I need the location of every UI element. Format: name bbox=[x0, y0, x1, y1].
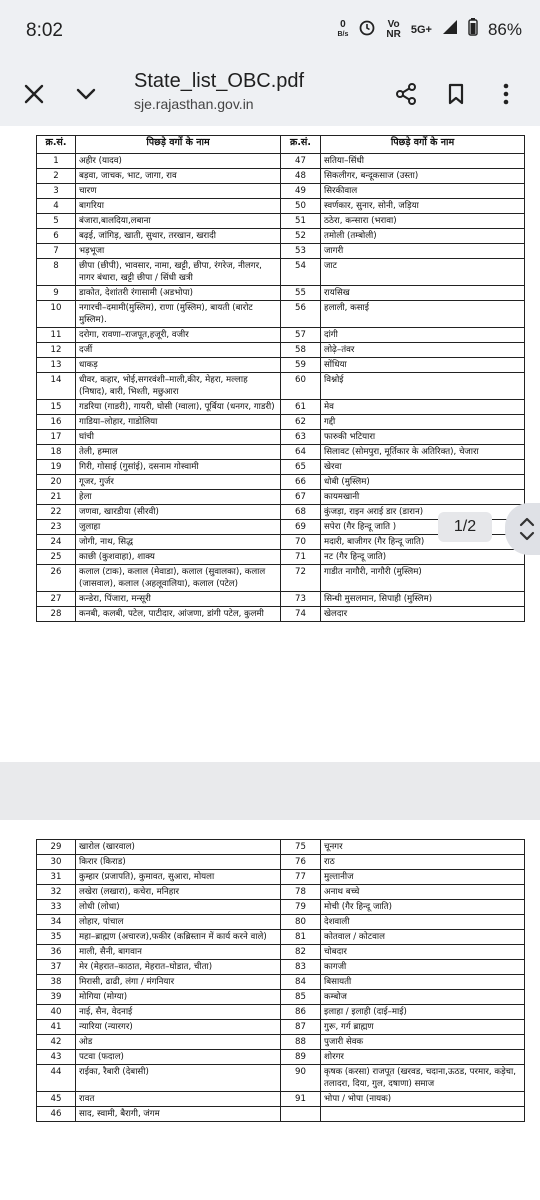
row-sn-right: 79 bbox=[281, 900, 321, 915]
row-sn-left: 45 bbox=[37, 1092, 76, 1107]
row-sn-right: 89 bbox=[281, 1050, 321, 1065]
row-sn-left: 15 bbox=[37, 400, 76, 415]
row-sn-right: 57 bbox=[281, 328, 321, 343]
col-header-sn: क्र.सं. bbox=[281, 136, 321, 154]
row-sn-right: 83 bbox=[281, 960, 321, 975]
row-name-right: अनाथ बच्चे bbox=[321, 885, 525, 900]
table-row bbox=[37, 1065, 525, 1092]
row-sn-left: 19 bbox=[37, 460, 76, 475]
document-source: sje.rajasthan.gov.in bbox=[134, 96, 254, 112]
row-sn-left: 27 bbox=[37, 592, 76, 607]
row-sn-right: 76 bbox=[281, 855, 321, 870]
row-name-right: सतिया–सिंधी bbox=[321, 154, 525, 169]
row-sn-right: 72 bbox=[281, 565, 321, 592]
table-row bbox=[37, 990, 525, 1005]
table-header-row bbox=[37, 136, 525, 154]
row-name-right: गाडीत नागौरी, नागौरी (मुस्लिम) bbox=[321, 565, 525, 592]
row-name-right: मुल्तानीज bbox=[321, 870, 525, 885]
table-row bbox=[37, 445, 525, 460]
row-sn-right: 54 bbox=[281, 259, 321, 286]
document-title: State_list_OBC.pdf bbox=[134, 70, 305, 92]
battery-icon bbox=[468, 18, 478, 41]
table-row bbox=[37, 1020, 525, 1035]
pdf-viewer[interactable] bbox=[0, 126, 540, 1200]
table-row bbox=[37, 592, 525, 607]
row-sn-left: 24 bbox=[37, 535, 76, 550]
status-icons bbox=[338, 18, 523, 41]
row-sn-left: 3 bbox=[37, 184, 76, 199]
row-sn-left: 4 bbox=[37, 199, 76, 214]
row-name-right: तमोली (तम्बोली) bbox=[321, 229, 525, 244]
row-name-left: चारण bbox=[76, 184, 281, 199]
table-body bbox=[37, 840, 525, 1122]
table-row bbox=[37, 358, 525, 373]
row-name-right: विश्नोई bbox=[321, 373, 525, 400]
table-row bbox=[37, 885, 525, 900]
network-type: 5G+ bbox=[410, 23, 432, 36]
row-sn-right: 59 bbox=[281, 358, 321, 373]
row-name-right: राठ bbox=[321, 855, 525, 870]
row-name-right: खेरवा bbox=[321, 460, 525, 475]
row-sn-left: 8 bbox=[37, 259, 76, 286]
table-row bbox=[37, 475, 525, 490]
row-sn-left: 30 bbox=[37, 855, 76, 870]
row-name-right: चोबदार bbox=[321, 945, 525, 960]
alarm-icon bbox=[358, 18, 376, 41]
row-sn-left: 17 bbox=[37, 430, 76, 445]
row-sn-right: 48 bbox=[281, 169, 321, 184]
table-row bbox=[37, 607, 525, 622]
table-row bbox=[37, 870, 525, 885]
table-row bbox=[37, 301, 525, 328]
table-row bbox=[37, 915, 525, 930]
row-sn-left: 6 bbox=[37, 229, 76, 244]
row-sn-right: 74 bbox=[281, 607, 321, 622]
table-row bbox=[37, 550, 525, 565]
table-row bbox=[37, 1005, 525, 1020]
table-row bbox=[37, 343, 525, 358]
row-sn-right: 51 bbox=[281, 214, 321, 229]
row-sn-left: 36 bbox=[37, 945, 76, 960]
row-sn-left: 42 bbox=[37, 1035, 76, 1050]
row-name-left: छीपा (छीपी), भावसार, नामा, खट्टी, छीपा, रंगरेज, नीलगर, नागर बंधारा, खट्टी छीपा / सिंधी खत्री bbox=[76, 259, 281, 286]
row-name-right: सिरकीवाल bbox=[321, 184, 525, 199]
table-row bbox=[37, 229, 525, 244]
row-sn-right: 67 bbox=[281, 490, 321, 505]
row-name-left: महा–ब्राह्मण (अचारज),फकीर (कब्रिस्तान में कार्य करने वाले) bbox=[76, 930, 281, 945]
row-name-left: कुम्हार (प्रजापति), कुमावत, सुआरा, मोयला bbox=[76, 870, 281, 885]
row-sn-left: 7 bbox=[37, 244, 76, 259]
row-sn-right: 85 bbox=[281, 990, 321, 1005]
net-speed-value: 0 bbox=[340, 18, 346, 30]
table-row bbox=[37, 154, 525, 169]
row-name-left: रावत bbox=[76, 1092, 281, 1107]
row-name-right: जाट bbox=[321, 259, 525, 286]
row-sn-left: 37 bbox=[37, 960, 76, 975]
share-icon bbox=[395, 83, 417, 105]
table-row bbox=[37, 199, 525, 214]
row-sn-left: 16 bbox=[37, 415, 76, 430]
row-sn-right: 71 bbox=[281, 550, 321, 565]
row-name-left: न्यारिया (न्यारगर) bbox=[76, 1020, 281, 1035]
row-name-left: गाडिया–लोहार, गाडोलिया bbox=[76, 415, 281, 430]
row-name-left: मेर (मेहरात–काठात, मेहरात–घोडात, चीता) bbox=[76, 960, 281, 975]
bookmark-button[interactable] bbox=[434, 72, 478, 116]
row-name-right: कुंजड़ा, राइन अराई डार (डारान) bbox=[321, 505, 525, 520]
row-name-left: धीवर, कहार, भोई,सगरवंशी–माली,कीर, मेहरा, मल्लाह (निषाद), बारी, भिश्ती, मछुआरा bbox=[76, 373, 281, 400]
row-name-left: घांची bbox=[76, 430, 281, 445]
row-name-left: कनबी, कलबी, पटेल, पाटीदार, आंजणा, डांगी पटेल, कुलमी bbox=[76, 607, 281, 622]
share-button[interactable] bbox=[384, 72, 428, 116]
row-name-right: सिलावट (सोमपुरा, मूर्तिकार के अतिरिक्त), चेजारा bbox=[321, 445, 525, 460]
row-name-left: ओड bbox=[76, 1035, 281, 1050]
row-name-right: मोची (गैर हिन्दू जाति) bbox=[321, 900, 525, 915]
row-sn-left: 5 bbox=[37, 214, 76, 229]
row-name-left: दर्जी bbox=[76, 343, 281, 358]
row-name-left: मिरासी, ढाढी, लंगा / मंगनियार bbox=[76, 975, 281, 990]
col-header-sn: क्र.सं. bbox=[37, 136, 76, 154]
table-row bbox=[37, 975, 525, 990]
row-sn-right: 80 bbox=[281, 915, 321, 930]
row-name-left: बंजारा,बालदिया,लबाना bbox=[76, 214, 281, 229]
row-sn-left: 35 bbox=[37, 930, 76, 945]
row-name-left: बागरिया bbox=[76, 199, 281, 214]
row-name-right: खेलदार bbox=[321, 607, 525, 622]
row-sn-left: 18 bbox=[37, 445, 76, 460]
row-name-left: दरोगा, रावणा–राजपूत,हजूरी, वजीर bbox=[76, 328, 281, 343]
table-row bbox=[37, 1035, 525, 1050]
row-sn-left: 28 bbox=[37, 607, 76, 622]
row-name-left: बड़वा, जाचक, भाट, जागा, राव bbox=[76, 169, 281, 184]
col-header-name: पिछड़े वर्गो के नाम bbox=[76, 136, 281, 154]
row-name-right: फारुकी भटियारा bbox=[321, 430, 525, 445]
row-name-left: बढ़ई, जांगिड़, खाती, सुथार, तरखान, खरादी bbox=[76, 229, 281, 244]
volte-sub-label: NR bbox=[386, 28, 401, 40]
row-sn-left: 34 bbox=[37, 915, 76, 930]
row-name-left: मोगिया (मोग्या) bbox=[76, 990, 281, 1005]
table-row bbox=[37, 840, 525, 855]
status-bar bbox=[0, 0, 540, 62]
row-sn-left: 13 bbox=[37, 358, 76, 373]
table-row bbox=[37, 373, 525, 400]
row-sn-right: 55 bbox=[281, 286, 321, 301]
table-body bbox=[37, 154, 525, 622]
row-name-left: धाकड़ bbox=[76, 358, 281, 373]
row-sn-left: 41 bbox=[37, 1020, 76, 1035]
row-sn-right: 47 bbox=[281, 154, 321, 169]
obc-table-page-1 bbox=[36, 135, 525, 622]
row-name-left: जोगी, नाथ, सिद्ध bbox=[76, 535, 281, 550]
row-name-left: माली, सैनी, बागवान bbox=[76, 945, 281, 960]
row-sn-left: 44 bbox=[37, 1065, 76, 1092]
row-sn-right: 61 bbox=[281, 400, 321, 415]
row-name-right: चूनगर bbox=[321, 840, 525, 855]
row-name-left: गडरिया (गाडरी), गायरी, घोसी (ग्वाला), पूर्बिया (धनगर, गाडरी) bbox=[76, 400, 281, 415]
row-name-left: लोहार, पांचाल bbox=[76, 915, 281, 930]
status-time: 8:02 bbox=[26, 20, 63, 41]
row-sn-left: 12 bbox=[37, 343, 76, 358]
row-sn-right bbox=[281, 1107, 321, 1122]
table-row bbox=[37, 169, 525, 184]
table-row bbox=[37, 900, 525, 915]
table-row bbox=[37, 945, 525, 960]
row-sn-left: 38 bbox=[37, 975, 76, 990]
row-sn-right: 49 bbox=[281, 184, 321, 199]
row-name-left: लोधी (लोधा) bbox=[76, 900, 281, 915]
row-sn-right: 60 bbox=[281, 373, 321, 400]
row-sn-right: 73 bbox=[281, 592, 321, 607]
table-row bbox=[37, 1050, 525, 1065]
row-sn-right: 68 bbox=[281, 505, 321, 520]
close-icon bbox=[23, 83, 45, 105]
row-name-left: नगारची–दमामी(मुस्लिम), राणा (मुस्लिम), बायती (बारोट मुस्लिम). bbox=[76, 301, 281, 328]
row-name-left: भड़भूजा bbox=[76, 244, 281, 259]
signal-icon bbox=[442, 19, 458, 40]
row-sn-left: 39 bbox=[37, 990, 76, 1005]
row-sn-left: 20 bbox=[37, 475, 76, 490]
row-name-right: सोंधिया bbox=[321, 358, 525, 373]
table-row bbox=[37, 184, 525, 199]
row-name-right: गद्दी bbox=[321, 415, 525, 430]
row-name-right: बिसायती bbox=[321, 975, 525, 990]
pdf-page-2 bbox=[0, 820, 540, 1200]
row-sn-right: 86 bbox=[281, 1005, 321, 1020]
row-name-left: अहीर (यादव) bbox=[76, 154, 281, 169]
row-name-left: गूजर, गुर्जर bbox=[76, 475, 281, 490]
row-sn-right: 88 bbox=[281, 1035, 321, 1050]
table-row bbox=[37, 1107, 525, 1122]
row-sn-left: 29 bbox=[37, 840, 76, 855]
row-name-right: लोढ़े–तंवर bbox=[321, 343, 525, 358]
row-name-right: ठठेरा, कन्सारा (भरावा) bbox=[321, 214, 525, 229]
row-name-right: धोबी (मुस्लिम) bbox=[321, 475, 525, 490]
more-options-button[interactable] bbox=[484, 72, 528, 116]
row-name-left: गिरी, गोसाई (गुसांई), दसनाम गोस्वामी bbox=[76, 460, 281, 475]
row-sn-right: 78 bbox=[281, 885, 321, 900]
row-name-left: काछी (कुशवाहा), शाक्य bbox=[76, 550, 281, 565]
row-sn-right: 82 bbox=[281, 945, 321, 960]
row-name-left: किरार (किराड) bbox=[76, 855, 281, 870]
row-name-left: कलाल (टाक), कलाल (मेवाडा), कलाल (सुवालका), कलाल (जासवाल), कलाल (अहलूवालिया), कलाल (पटेल) bbox=[76, 565, 281, 592]
row-name-right: शोरगर bbox=[321, 1050, 525, 1065]
app-bar bbox=[0, 62, 540, 126]
row-sn-left: 43 bbox=[37, 1050, 76, 1065]
row-sn-left: 25 bbox=[37, 550, 76, 565]
row-sn-right: 50 bbox=[281, 199, 321, 214]
table-row bbox=[37, 214, 525, 229]
row-name-right: सिकलीगर, बन्दूकसाज (उस्ता) bbox=[321, 169, 525, 184]
table-row bbox=[37, 328, 525, 343]
row-name-right: मदारी, बाजीगर (गैर हिन्दू जाति) bbox=[321, 535, 525, 550]
more-vert-icon bbox=[503, 83, 509, 105]
table-row bbox=[37, 930, 525, 945]
table-row bbox=[37, 490, 525, 505]
row-name-left: कन्डेरा, पिंजारा, मन्सूरी bbox=[76, 592, 281, 607]
table-row bbox=[37, 286, 525, 301]
row-sn-right: 65 bbox=[281, 460, 321, 475]
row-sn-left: 9 bbox=[37, 286, 76, 301]
row-sn-left: 33 bbox=[37, 900, 76, 915]
row-sn-left: 46 bbox=[37, 1107, 76, 1122]
row-name-right: नट (गैर हिन्दू जाति) bbox=[321, 550, 525, 565]
table-row bbox=[37, 415, 525, 430]
document-title-block bbox=[134, 70, 304, 112]
table-row bbox=[37, 400, 525, 415]
row-name-left: जुलाहा bbox=[76, 520, 281, 535]
col-header-name: पिछड़े वर्गो के नाम bbox=[321, 136, 525, 154]
row-name-right: देशवाली bbox=[321, 915, 525, 930]
row-name-left: राईका, रैबारी (देबासी) bbox=[76, 1065, 281, 1092]
row-sn-left: 31 bbox=[37, 870, 76, 885]
row-sn-left: 10 bbox=[37, 301, 76, 328]
row-sn-right: 62 bbox=[281, 415, 321, 430]
row-name-left: जणवा, खारडीया (सीरवी) bbox=[76, 505, 281, 520]
row-sn-right: 63 bbox=[281, 430, 321, 445]
volte-label: Vo bbox=[387, 18, 400, 30]
row-name-left: डाकोत, देशांतरी रंगासामी (अडभोपा) bbox=[76, 286, 281, 301]
row-sn-right: 90 bbox=[281, 1065, 321, 1092]
row-name-left: साद, स्वामी, बैरागी, जंगम bbox=[76, 1107, 281, 1122]
row-sn-left: 26 bbox=[37, 565, 76, 592]
table-row bbox=[37, 565, 525, 592]
volte-indicator bbox=[386, 20, 400, 40]
row-name-right: सिन्धी मुसलमान, सिपाही (मुस्लिम) bbox=[321, 592, 525, 607]
row-name-right: कोतवाल / कोटवाल bbox=[321, 930, 525, 945]
row-name-right: इलाहा / इलाही (दाई–माई) bbox=[321, 1005, 525, 1020]
row-name-right: कृषक (करसा) राजपूत (खरवड, चदाना,ऊठड, परमार, कड़ेचा, तलादरा, दिया, गुल, दषाणा) समाज bbox=[321, 1065, 525, 1092]
row-sn-right: 91 bbox=[281, 1092, 321, 1107]
row-sn-right: 64 bbox=[281, 445, 321, 460]
row-name-left: खारोल (खारवाल) bbox=[76, 840, 281, 855]
row-name-right: स्वर्णकार, सुनार, सोनी, जड़िया bbox=[321, 199, 525, 214]
row-sn-left: 32 bbox=[37, 885, 76, 900]
row-sn-left: 23 bbox=[37, 520, 76, 535]
expand-button[interactable] bbox=[64, 72, 108, 116]
row-name-right: पुजारी सेवक bbox=[321, 1035, 525, 1050]
table-row bbox=[37, 960, 525, 975]
table-row bbox=[37, 244, 525, 259]
row-sn-left: 1 bbox=[37, 154, 76, 169]
row-sn-right: 75 bbox=[281, 840, 321, 855]
row-sn-right: 70 bbox=[281, 535, 321, 550]
table-row bbox=[37, 1092, 525, 1107]
page-indicator: 1/2 bbox=[438, 512, 492, 542]
row-name-right: मेव bbox=[321, 400, 525, 415]
net-speed-unit: B/s bbox=[337, 30, 349, 38]
row-name-right: सपेरा (गैर हिन्दू जाति ) bbox=[321, 520, 525, 535]
obc-table-page-2 bbox=[36, 839, 525, 1122]
row-sn-left: 40 bbox=[37, 1005, 76, 1020]
row-name-right: कायमखानी bbox=[321, 490, 525, 505]
row-name-right: गुरू, गर्ग ब्राह्मण bbox=[321, 1020, 525, 1035]
row-sn-right: 56 bbox=[281, 301, 321, 328]
bookmark-icon bbox=[446, 83, 466, 105]
table-row bbox=[37, 460, 525, 475]
table-row bbox=[37, 430, 525, 445]
row-sn-left: 2 bbox=[37, 169, 76, 184]
row-name-left: नाई, सैन, वेदनाई bbox=[76, 1005, 281, 1020]
table-row bbox=[37, 855, 525, 870]
row-name-right: दांगी bbox=[321, 328, 525, 343]
row-name-right: जागरी bbox=[321, 244, 525, 259]
row-sn-right: 87 bbox=[281, 1020, 321, 1035]
row-name-left: तेली, हम्माल bbox=[76, 445, 281, 460]
row-sn-right: 53 bbox=[281, 244, 321, 259]
pdf-page-1 bbox=[0, 126, 540, 762]
row-sn-right: 81 bbox=[281, 930, 321, 945]
row-name-right: कागजी bbox=[321, 960, 525, 975]
row-name-left: हेला bbox=[76, 490, 281, 505]
scroll-updown-icon bbox=[518, 514, 536, 544]
battery-level: 86% bbox=[487, 19, 522, 39]
row-name-right: रायसिख bbox=[321, 286, 525, 301]
row-name-right: हलाली, कसाई bbox=[321, 301, 525, 328]
row-name-right: भोपा / भोपा (नायक) bbox=[321, 1092, 525, 1107]
close-button[interactable] bbox=[12, 72, 56, 116]
net-speed bbox=[338, 20, 349, 40]
row-sn-left: 11 bbox=[37, 328, 76, 343]
row-sn-right: 69 bbox=[281, 520, 321, 535]
chevron-down-icon bbox=[75, 83, 97, 105]
row-sn-left: 22 bbox=[37, 505, 76, 520]
row-name-right bbox=[321, 1107, 525, 1122]
row-sn-left: 21 bbox=[37, 490, 76, 505]
row-sn-right: 66 bbox=[281, 475, 321, 490]
row-sn-right: 84 bbox=[281, 975, 321, 990]
row-sn-right: 52 bbox=[281, 229, 321, 244]
row-sn-left: 14 bbox=[37, 373, 76, 400]
row-name-right: कम्बोज bbox=[321, 990, 525, 1005]
row-name-left: पटवा (फदाल) bbox=[76, 1050, 281, 1065]
row-name-left: लखेरा (लखारा), कचेरा, मनिहार bbox=[76, 885, 281, 900]
row-sn-right: 77 bbox=[281, 870, 321, 885]
table-row bbox=[37, 259, 525, 286]
row-sn-right: 58 bbox=[281, 343, 321, 358]
